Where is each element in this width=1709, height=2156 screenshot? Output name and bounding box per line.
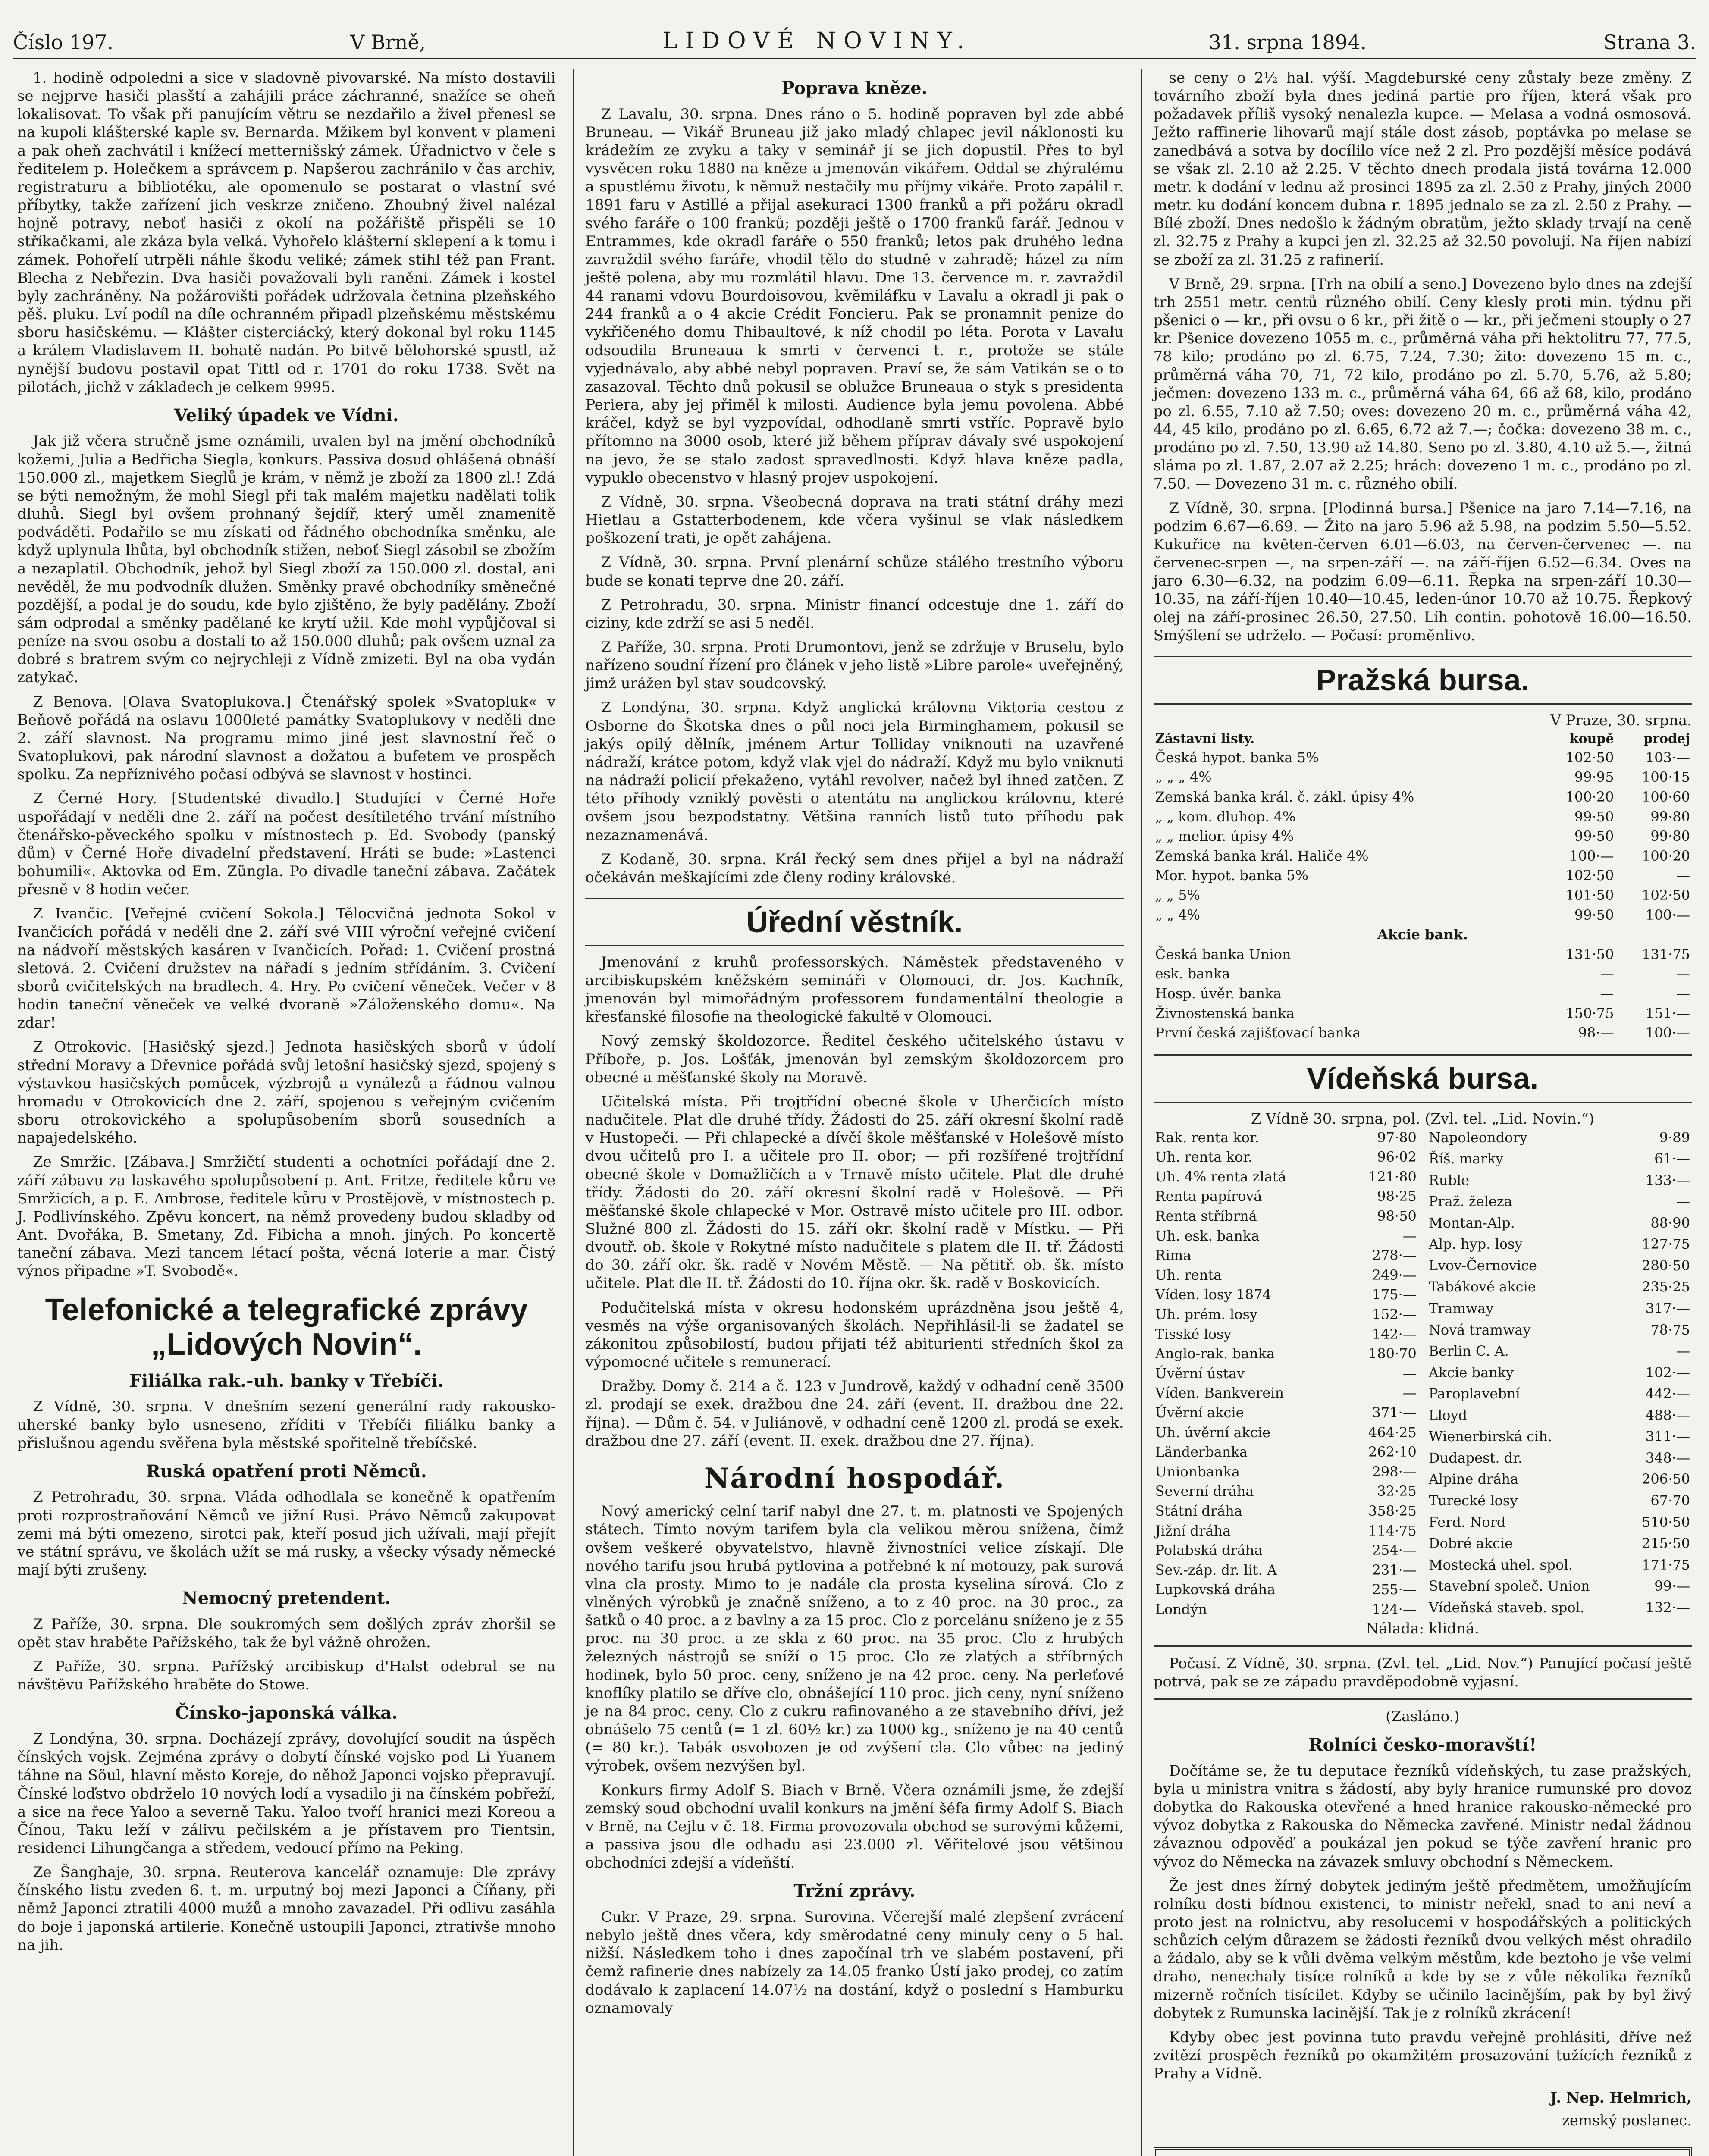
article-copenhagen: Z Kodaně, 30. srpna. Král řecký sem dnes přijel a byl na nádraží očekáván meškajícími zde členy rodiny královské. bbox=[585, 850, 1124, 886]
vienna-cell-name: Rak. renta kor. bbox=[1155, 1129, 1259, 1146]
vienna-cell-name: Úvěrní ústav bbox=[1155, 1365, 1245, 1382]
vienna-cell-val: 442·— bbox=[1645, 1385, 1690, 1402]
table-row bbox=[1154, 1206, 1418, 1226]
table-row bbox=[1154, 1344, 1418, 1364]
vienna-cell-val: 180·70 bbox=[1368, 1345, 1417, 1362]
article-benov: Z Benova. [Olava Svatoplukova.] Čtenářský spolek »Svatopluk« v Beňově pořádá na oslavu 1000leté památky Svatoplukovy v neděli dne 2. září slavnost. Na programu mimo jiné jest slavnostní řeč o Svatoplukovi, pak národní slavnost a dožatou a bufetem ve prospěch spolku. Za nepříznivého počasí odbývá se slavnost v hostinci. bbox=[17, 693, 556, 783]
tel-article-6: Ze Šanghaje, 30. srpna. Reuterova kancelář oznamuje: Dle zprávy čínského listu zveden 6. t. m. urputný boj mezi Japonci a Číňany, při němž Japonci ztratili 4000 mužů a mnoho zavazadel. Při odlivu zasáhla do boje i japonská artilerie. Konečně ustoupili Japonci, ztrativše mnoho na jih. bbox=[17, 1864, 556, 1954]
vienna-cell-name: Unionbanka bbox=[1155, 1463, 1240, 1480]
prague-share-cell-name: Hosp. úvěr. banka bbox=[1155, 985, 1282, 1002]
vienna-cell-name: Wienerbirská cih. bbox=[1428, 1428, 1552, 1445]
vienna-cell-name: Uh. esk. banka bbox=[1155, 1227, 1260, 1244]
table-row bbox=[1427, 1363, 1692, 1385]
gazette-3: Učitelská místa. Při trojtřídní obecné škole v Uherčicích místo nadučitele. Plat dle druhé třídy. Žádosti do 25. září okresní školní radě v Hustopeči. — Při chlapecké a dívčí škole měšťanské v Holešově místo dvou učitelů pro I. a učitele pro II. obor; — při rozšířené trojtřídní obecné škole v Domažličích a v Trnavě místo učitele. Plat dle druhé třídy. Žádosti do 20. září okresní školní radě v Holešově. — Při měšťanské škole chlapecké v Mor. Ostravě místo učitele pro III. odbor. Služné 800 zl. Žádosti do 15. září okr. školní radě v Místku. — Při dvoutř. ob. škole v Rokytné místo nadučitele s platem dle II. tř. Žádosti do 30. září okr. šk. radě v Novém Městě. — Na pětitř. ob. šk. místo učitele. Plat dle II. tř. Žádosti do 10. října okr. šk. radě v Boskovicích. bbox=[585, 1093, 1124, 1292]
market-report-1: Cukr. V Praze, 29. srpna. Surovina. Včerejší malé zlepšení zvrácení nebylo ještě dnes včera, kdy směrodatné ceny minuly ceny o 5 hal. nižší. Následkem toho i dnes započínal trh ve slabém postavení, při čemž rafinerie dnes nabízely za 14.05 franko Ústí jako prodej, co zatím dodávalo k zaplacení 14.07½ na dostání, když o poslední s Hamburku oznamovaly bbox=[585, 1908, 1124, 2017]
vienna-table-left bbox=[1154, 1128, 1418, 1620]
table-row bbox=[1427, 1513, 1692, 1534]
vienna-cell-val: 102·— bbox=[1645, 1364, 1690, 1381]
table-row bbox=[1154, 768, 1692, 787]
vienna-cell-name: Úvěrní akcie bbox=[1155, 1404, 1244, 1421]
farmers-p1: Dočítáme se, že tu deputace řezníků vídeňských, tu zase pražských, byla u ministra vnitra s žádostí, aby byly hranice rumunské pro dovoz dobytka do Rakouska otevřené a hned hranice rakousko-německé pro vývoz dobytka z Rakouska do Německa zavřené. Ministr nedal žádnou závaznou odpověď a poukázal jen pokud se týče zavření hranic pro vývoz do Německa na závazek smluvy obchodní s Německem. bbox=[1153, 1762, 1692, 1871]
prague-cell-sell: 100·20 bbox=[1642, 847, 1690, 864]
vienna-cell-val: 121·80 bbox=[1368, 1168, 1417, 1185]
prague-cell-buy: 99·50 bbox=[1574, 906, 1614, 923]
vienna-cell-name: Uh. renta kor. bbox=[1155, 1149, 1253, 1166]
gazette-4: Podučitelská místa v okresu hodonském uprázdněna jsou ještě 4, vesměs na výše organisovaných školách. Nepřihlásil-li se žadatel se zákonitou způsobilostí, budou přijati též abiturienti středních škol za výpomocné učitele s remunerací. bbox=[585, 1299, 1124, 1371]
vienna-cell-val: 348·— bbox=[1645, 1449, 1690, 1466]
table-row bbox=[1154, 964, 1692, 984]
gazette-1: Jmenování z kruhů professorských. Náměstek představeného v arcibiskupském kněžském semináři v Olomouci, dr. Jos. Kachník, jmenován byl mimořádným professorem fundamentální theologie a křesťanské filosofie na theologické fakultě v Olomouci. bbox=[585, 953, 1124, 1026]
vienna-cell-val: 249·— bbox=[1372, 1266, 1417, 1283]
table-row bbox=[1427, 1213, 1692, 1235]
gazette-2: Nový zemský školdozorce. Ředitel českého učitelského ústavu v Příboře, p. Jos. Lošťák, jmenován byl zemským školdozorcem pro obecné a měšťanské školy na Moravě. bbox=[585, 1032, 1124, 1086]
vienna-cell-val: 278·— bbox=[1372, 1247, 1417, 1264]
vienna-cell-val: 78·75 bbox=[1650, 1321, 1690, 1338]
prague-cell-name: „ „ 4% bbox=[1155, 906, 1200, 923]
prague-share-cell-name: Živnostenská banka bbox=[1155, 1005, 1295, 1022]
prague-cell-name: „ „ „ 4% bbox=[1155, 769, 1212, 786]
vienna-cell-val: 255·— bbox=[1372, 1581, 1417, 1598]
vienna-cell-val: — bbox=[1676, 1193, 1690, 1210]
newspaper-page bbox=[13, 13, 1696, 2156]
prague-cell-name: „ „ melior. úpisy 4% bbox=[1155, 828, 1294, 845]
table-row bbox=[1154, 906, 1692, 925]
vienna-cell-val: 280·50 bbox=[1642, 1257, 1690, 1274]
vienna-tables bbox=[1154, 1128, 1692, 1620]
vienna-cell-name: Polabská dráha bbox=[1155, 1542, 1263, 1559]
vienna-cell-val: — bbox=[1402, 1385, 1417, 1401]
vienna-cell-name: Uh. 4% renta zlatá bbox=[1155, 1168, 1286, 1185]
vienna-cell-name: Severní dráha bbox=[1155, 1483, 1254, 1500]
table-row bbox=[1154, 1128, 1418, 1148]
vienna-cell-name: Dobré akcie bbox=[1428, 1535, 1513, 1552]
table-row bbox=[1427, 1128, 1692, 1150]
prague-cell-buy: 99·50 bbox=[1574, 808, 1614, 825]
table-row bbox=[1427, 1534, 1692, 1555]
vienna-cell-name: Renta stříbrná bbox=[1155, 1208, 1257, 1225]
vienna-cell-val: 175·— bbox=[1372, 1286, 1417, 1303]
issue-date: 31. srpna 1894. bbox=[1208, 31, 1367, 54]
vienna-cell-name: Ferd. Nord bbox=[1428, 1514, 1506, 1530]
vienna-cell-val: 61·— bbox=[1654, 1150, 1690, 1167]
prague-cell-buy: 100·— bbox=[1569, 847, 1614, 864]
vienna-cell-name: Víden. Bankverein bbox=[1155, 1385, 1284, 1401]
vienna-cell-name: Tisské losy bbox=[1155, 1326, 1232, 1342]
prague-cell-name: Mor. hypot. banka 5% bbox=[1155, 867, 1309, 884]
prague-cell-buy: 102·50 bbox=[1565, 749, 1614, 766]
table-row bbox=[1154, 827, 1692, 846]
vienna-cell-name: Mostecká uhel. spol. bbox=[1428, 1556, 1573, 1573]
vienna-cell-val: 206·50 bbox=[1642, 1471, 1690, 1488]
economy-2: Konkurs firmy Adolf S. Biach v Brně. Včera oznámili jsme, že zdejší zemský soud obchodní uvalil konkurs na jmění šéfa firmy Adolf S. Biach v Brně, na Cejlu v č. 18. Firma provozovala obchod se surovými kůžemi, a passiva jsou dle odhadu asi 23.000 zl. Věřitelové jsou většinou obchodníci zdejší a vídeňští. bbox=[585, 1781, 1124, 1872]
table-row bbox=[1427, 1406, 1692, 1427]
table-row bbox=[1427, 1491, 1692, 1513]
vienna-cell-name: Berlin C. A. bbox=[1428, 1343, 1509, 1360]
table-row bbox=[1154, 807, 1692, 827]
table-row bbox=[1154, 945, 1692, 965]
prague-share-cell-name: První česká zajišťovací banka bbox=[1155, 1025, 1361, 1041]
vienna-cell-val: 371·— bbox=[1372, 1404, 1417, 1421]
vienna-cell-val: 317·— bbox=[1645, 1300, 1690, 1317]
vienna-cell-val: — bbox=[1676, 1343, 1690, 1360]
table-row bbox=[1154, 1023, 1692, 1043]
vienna-cell-val: 254·— bbox=[1372, 1542, 1417, 1559]
prague-share-cell-sell: 100·— bbox=[1645, 1025, 1690, 1041]
prague-cell-sell: — bbox=[1676, 867, 1690, 884]
column-3 bbox=[1141, 69, 1696, 2156]
bank-shares-header: Akcie bank. bbox=[1377, 926, 1468, 943]
vienna-cell-name: Uh. prém. losy bbox=[1155, 1306, 1257, 1322]
buy-header: koupě bbox=[1569, 731, 1614, 746]
prague-cell-name: Zemská banka král. Haliče 4% bbox=[1155, 847, 1369, 864]
divider bbox=[1154, 1645, 1692, 1647]
article-execution: Z Lavalu, 30. srpna. Dnes ráno o 5. hodině popraven byl zde abbé Bruneau. — Vikář Bruneau již jako mladý chlapec jevil náklonosti ku krádežím ze zvyku a taky v seminář jí se jich dopustil. Přes to byl vysvěcen roku 1880 na kněze a jmenován vikářem. Oddal se zhýralému a spustlému životu, k němuž nestačily mu příjmy vikáře. Proto zapálil r. 1891 faru v Astillé a přijal asekuraci 1300 franků a při požáru okradl svého faráře o 100 franků; později ještě o 1700 franků farář. Jednou v Entrammes, kde okradl faráře o 550 franků; letos pak druhého ledna zavraždil svého faráře, vhodil tělo do studně v zahradě; házel za ním ještě polena, aby mu rozmlátil hlavu. Dne 13. července m. r. zavraždil 44 ranami vdovu Bourdoisovou, kvěmiláfku v Lavalu a okradl ji pak o 244 franků a o 4 akcie Crédit Foncieru. Pak se pronamnit penize do vykřičeného domu Thibaultové, k níž chodil po léta. Porota v Lavalu odsoudila Bruneaua k smrti v červenci t. r., protože se stále vyjednávalo, aby abbé nebyl popraven. Praví se, že sám Vatikán se o to zasazoval. Těchto dnů pokusil se oblužce Bruneaua o styk s presidenta Periera, aby jej přiměl k milosti. Audience byla jemu povolena. Abbé kráčel, když se byl vyzpovídal, odhodlaně smrti vstříc. Popravě bylo přítomno na 3000 osob, které již během příprav dávaly své uspokojení na jevo, že se stalo zadost spravedlnosti. Když hlava kněze padla, vypuklo obecenstvo v hlasný projev uspokojení. bbox=[585, 105, 1124, 486]
prague-cell-name: „ „ 5% bbox=[1155, 887, 1200, 903]
prague-share-cell-name: esk. banka bbox=[1155, 965, 1230, 982]
market-mood: Nálada: klidná. bbox=[1366, 1620, 1480, 1637]
tel-article-3: Z Paříže, 30. srpna. Dle soukromých sem došlých zpráv zhoršil se opět stav hraběte Pařížského, tak že byl vážně ohrožen. bbox=[17, 1615, 556, 1651]
market-brno: V Brně, 29. srpna. [Trh na obilí a seno.] Dovezeno bylo dnes na zdejší trh 2551 metr. centů různého obilí. Ceny klesly proti min. týdnu při pšenici o — kr., při ovsu o 6 kr., při žitě o — kr., při ječmeni stouply o 27 kr. Pšenice dovezeno 1055 m. c., průměrná váha při hektolitru 77, 77.5, 78 kilo; prodáno po zl. 6.75, 7.24, 7.30; žito: dovezeno 15 m. c., průměrná váha 70, 71, 72 kilo, prodáno po zl. 5.70, 5.76, až 5.80; ječmen: dovezeno 133 m. c., průměrná váha 64, 66 až 68, kilo, prodáno po zl. 6.55, 7.10 až 7.50; oves: dovezeno 20 m. c., průměrná váha 42, 44, 45 kilo, prodáno po zl. 6.65, 6.72 až 7.—; čočka: dovezeno 38 m. c., prodáno po zl. 7.50, 13.90 až 14.80. Seno po zl. 3.80, 4.10 až 5.—, žitná sláma po zl. 1.87, 2.07 až 2.25; hrách: dovezeno 1 m. c., prodáno po zl. 7.50. — Dovezeno 31 m. c. různého obilí. bbox=[1153, 275, 1692, 493]
vienna-cell-val: 98·25 bbox=[1377, 1188, 1417, 1205]
vienna-cell-name: Lloyd bbox=[1428, 1407, 1468, 1423]
vienna-cell-name: Ruble bbox=[1428, 1172, 1470, 1188]
tel-sub-3: Nemocný pretendent. bbox=[182, 1588, 391, 1609]
vienna-cell-val: 9·89 bbox=[1659, 1129, 1690, 1146]
sell-header: prodej bbox=[1643, 731, 1690, 746]
table-row bbox=[1154, 1187, 1418, 1206]
vienna-cell-val: 231·— bbox=[1372, 1561, 1417, 1578]
table-row bbox=[1427, 1555, 1692, 1577]
table-row bbox=[1154, 1383, 1418, 1403]
table-row bbox=[1427, 1598, 1692, 1620]
farmers-p3: Kdyby obec jest povinna tuto pravdu veřejně prohlásiti, dříve než zvítězí prospěch řezníků po okamžitém prosazování tužících řezníků z Prahy a Vídně. bbox=[1153, 2028, 1692, 2083]
vienna-cell-name: Lupkovská dráha bbox=[1155, 1581, 1276, 1598]
table-row bbox=[1154, 1147, 1418, 1167]
vienna-cell-name: Uh. renta bbox=[1155, 1266, 1222, 1283]
column-1 bbox=[13, 69, 560, 2156]
table-row bbox=[1427, 1470, 1692, 1491]
issue-number: Číslo 197. bbox=[13, 31, 113, 54]
table-row bbox=[1427, 1149, 1692, 1171]
table-row bbox=[1154, 787, 1692, 807]
table-row bbox=[1154, 1423, 1418, 1443]
vienna-cell-name: Jižní dráha bbox=[1155, 1522, 1231, 1539]
prague-share-cell-buy: — bbox=[1600, 985, 1614, 1002]
farmers-p2: Že jest dnes žírný dobytek jediným ještě předmětem, umožňujícím rolníku dosti bídnou existenci, to ministr neřekl, snad to ani neví a proto jest na rolnictvu, aby resolucemi v hospodářských a politických schůzích celým důrazem se žádosti řezníků dvou velkých měst ohradilo a žádalo, aby se k vůli dvěma velkým městům, kde beztoho je vše velmi draho, nenechaly tisíce rolníků a kde by se z vůle několika řezníků mizerně ročních tisícilet. Kdyby se učinilo lacinějším, pak by byl živý dobytek z Rumunska lacinější. Tak je z rolníků zkrácení! bbox=[1153, 1877, 1692, 2022]
official-gazette-title: Úřední věstník. bbox=[585, 898, 1123, 946]
prague-table bbox=[1154, 730, 1692, 1043]
prague-exchange-date: V Praze, 30. srpna. bbox=[1550, 711, 1692, 729]
article-paris: Z Paříže, 30. srpna. Proti Drumontovi, jenž se zdržuje v Bruselu, bylo nařízeno soudní řízení pro článek v jeho listě »Libre parole« uveřejněný, jimž urážen byl stav soudcovský. bbox=[585, 638, 1124, 693]
vienna-cell-name: Londýn bbox=[1155, 1601, 1207, 1617]
prague-cell-sell: 100·15 bbox=[1642, 769, 1690, 786]
vienna-cell-name: Praž. železa bbox=[1428, 1193, 1512, 1210]
tel-article-1: Z Vídně, 30. srpna. V dnešním sezení generální rady rakousko-uherské banky bylo usneseno, zříditi v Třebíči filiálku banky a přislušnou agendu svěřena byla městské spořitelně třebíčské. bbox=[17, 1398, 556, 1452]
prague-share-cell-sell: — bbox=[1676, 985, 1690, 1002]
prague-cell-sell: 103·— bbox=[1645, 749, 1690, 766]
signature-title: zemský poslanec. bbox=[1562, 2112, 1692, 2129]
vienna-cell-val: 124·— bbox=[1372, 1601, 1417, 1617]
table-row bbox=[1427, 1341, 1692, 1363]
vienna-exchange-date: Z Vídně 30. srpna, pol. (Zvl. tel. „Lid. Novin.“) bbox=[1251, 1110, 1594, 1128]
heading-execution: Poprava kněze. bbox=[781, 78, 928, 98]
advertisement bbox=[1154, 2147, 1692, 2156]
vienna-cell-val: 464·25 bbox=[1368, 1424, 1417, 1441]
table-row bbox=[1154, 1325, 1418, 1344]
table-row bbox=[1154, 1403, 1418, 1423]
table-row bbox=[1427, 1192, 1692, 1213]
tel-article-2: Z Petrohradu, 30. srpna. Vláda odhodlala se konečně k opatřením proti rozprostraňování Němců ve jižní Rusi. Právo Němců zakupovat zemi má býti omezeno, sirotci pak, kteří posud jich užívali, mají přejít ve státní správu, ve školách užít se má rusky, a všecky výsady německé mají býti zrušeny. bbox=[17, 1489, 556, 1579]
vienna-cell-val: 97·80 bbox=[1377, 1129, 1417, 1146]
vienna-cell-name: Nová tramway bbox=[1428, 1321, 1531, 1338]
prague-cell-buy: 102·50 bbox=[1565, 867, 1614, 884]
table-row bbox=[1427, 1277, 1692, 1299]
table-row bbox=[1154, 1482, 1418, 1501]
vienna-cell-name: Tramway bbox=[1428, 1300, 1494, 1317]
table-row bbox=[1427, 1576, 1692, 1598]
vienna-cell-val: 298·— bbox=[1372, 1463, 1417, 1480]
economy-title: Národní hospodář. bbox=[704, 1462, 1005, 1495]
gazette-5: Dražby. Domy č. 214 a č. 123 v Jundrově, každý v odhadní ceně 3500 zl. prodají se exek. dražbou dne 24. září (event. II. dražbou dne 22. října). — Dům č. 54. v Juliánově, v odhadní ceně 1200 zl. prodá se exek. dražbou dne 27. září (event. II. exek. dražbou dne 27. října). bbox=[585, 1378, 1124, 1450]
vienna-cell-val: 358·25 bbox=[1368, 1502, 1417, 1519]
vienna-cell-val: 98·50 bbox=[1377, 1208, 1417, 1225]
prague-cell-buy: 101·50 bbox=[1565, 887, 1614, 903]
table-row bbox=[1154, 1462, 1418, 1482]
prague-share-cell-buy: 131·50 bbox=[1565, 946, 1614, 962]
table-row bbox=[1154, 1580, 1418, 1600]
vienna-cell-val: 488·— bbox=[1645, 1407, 1690, 1423]
table-row bbox=[1154, 1246, 1418, 1266]
article-cerna-hora: Z Černé Hory. [Studentské divadlo.] Studující v Černé Hoře uspořádají v neděli dne 2. září na počest desítiletého trvání místního čtenářsko-pěveckého spolku v místnostech p. Ed. Svobody (panský dům) v Černé Hoře divadelní představení. Hráti se bude: »Lastenci bohumili«. Aktovka od Em. Züngla. Po divadle taneční zábava. Začátek přesně v 8 hodin večer. bbox=[17, 790, 556, 899]
table-row bbox=[1154, 886, 1692, 906]
article-smrzice: Ze Smržic. [Zábava.] Smržičtí studenti a ochotníci pořádají dne 2. září zábavu za laskavého spolupůsobení p. Ant. Fritze, ředitele kůru ve Smržicích, a p. E. Ambrose, ředitele kůru v Prostějově, v místnostech p. J. Podlivínského. Zpěvu koncert, na němž provedeny budou skladby od Ant. Dvořáka, B. Smetany, Zd. Fibicha a mnoh. jiných. Po koncertě taneční zábava. Mezi tancem létací pošta, věcná loterie a mar. Čistý výnos připadne »T. Svobodě«. bbox=[17, 1153, 556, 1280]
columns bbox=[13, 69, 1696, 2156]
vienna-cell-val: 114·75 bbox=[1368, 1522, 1417, 1539]
table-row bbox=[1154, 846, 1692, 866]
prague-share-cell-sell: 151·— bbox=[1645, 1005, 1690, 1022]
table-row bbox=[1154, 1442, 1418, 1462]
vienna-cell-val: — bbox=[1402, 1227, 1417, 1244]
table-row bbox=[1154, 1305, 1418, 1325]
prague-table-header: Zástavní listy. bbox=[1155, 731, 1255, 746]
table-row bbox=[1427, 1384, 1692, 1406]
article-fire: 1. hodině odpoledni a sice v sladovně pivovarské. Na místo dostavili se nejprve hasiči plasští a zahájili práce záchranné, snažíce se oheň lokalisovat. To však při panujícím větru se nezdařilo a živel přenesl se na kupoli klášterské kaple sv. Bernarda. Mžikem byl konvent v plameni a pak oheň zachvátil i knížecí metternišský zámek. Úřadnictvo v čele s ředitelem p. Holečkem a správcem p. Napšerou zachránilo v čas archiv, registraturu a bibliotéku, ale opomenulo se postarat o vlastní své příbytky, takže zařízení jich veskrze zničeno. Zhoubný živel nalézal hojně potravy, neboť hasiči z okolí na požářiště přispěli se 10 stříkačkami, ale zkáza byla velká. Vyhořelo klášterní sklepení a k tomu i zámek. Pohořelí utrpěli náhle škodu veliké; zámek stihl též pan Frant. Blecha z Nebřezin. Dva hasiči považovali byli raněni. Zámek i kostel byly zachráněny. Na požárovišti pořádek udržovala četnina plzeňského pěš. pluku. Lví podíl na díle ochranném připadl plzeňskému městskému sboru hasičskému. — Klášter cisterciácký, který dokonal byl roku 1145 a králem Vladislavem II. bohatě nadán. Po bitvě bělohorské spustl, až nynější budovu postavil opat Tittl od r. 1701 do roku 1738. Svět na pilotách, jichž v základech je celkem 9995. bbox=[17, 69, 556, 396]
article-vienna-rail: Z Vídně, 30. srpna. Všeobecná doprava na trati státní dráhy mezi Hietlau a Gstatterbodenem, kde včera vyšinul se vlak následkem poškození trati, je opět zahájena. bbox=[585, 493, 1124, 547]
table-row bbox=[1154, 748, 1692, 768]
prague-share-cell-name: Česká banka Union bbox=[1155, 946, 1291, 962]
prague-share-cell-sell: — bbox=[1676, 965, 1690, 982]
vienna-cell-val: 171·75 bbox=[1642, 1556, 1690, 1573]
table-row bbox=[1154, 1285, 1418, 1305]
market-continued: se ceny o 2½ hal. výší. Magdeburské ceny zůstaly beze změny. Z továrního zboží byla dnes jediná partie pro říjen, která však pro požadavek příliš vysoký nenalezla kupce. — Melasa a vodná osmosová. Ježto raffinerie lihovarů mají stále dost zásob, poptávka po melase se zanedbává a sotva by docílilo více než 2 zl. Pro pozdější měsíce podává se však zl. 2.10 až 2.25. V těchto dnech prodala jistá továrna 12.000 metr. k dodání v lednu až prosinci 1895 za zl. 2.50 z Prahy, jiných 2000 metr. ku dodání koncem dubna r. 1895 jednalo se za zl. 2.50 z Prahy. — Bílé zboží. Dnes nedošlo k žádným obratům, ježto sklady trvají na ceně zl. 32.75 z Prahy a kupci jen zl. 32.25 až 32.50 povolují. Na říjen nabízí se zboží za zl. 31.25 z rafinerií. bbox=[1153, 69, 1692, 269]
prague-share-cell-sell: 131·75 bbox=[1642, 946, 1690, 962]
table-row bbox=[1427, 1320, 1692, 1342]
page-header bbox=[13, 13, 1696, 60]
prague-cell-sell: 100·60 bbox=[1642, 788, 1690, 805]
vienna-cell-val: — bbox=[1402, 1365, 1417, 1382]
prague-share-cell-buy: 98·— bbox=[1578, 1025, 1614, 1041]
vienna-cell-val: 510·50 bbox=[1642, 1514, 1690, 1530]
vienna-cell-val: 127·75 bbox=[1642, 1236, 1690, 1253]
vienna-cell-name: Sev.-záp. dr. lit. A bbox=[1155, 1561, 1277, 1578]
vienna-cell-name: Napoleondory bbox=[1428, 1129, 1527, 1146]
table-row bbox=[1427, 1235, 1692, 1256]
tel-sub-1: Filiálka rak.-uh. banky v Třebíči. bbox=[129, 1370, 444, 1391]
vienna-cell-name: Lvov-Černovice bbox=[1428, 1257, 1537, 1274]
vienna-exchange-title: Vídeňská bursa. bbox=[1154, 1054, 1692, 1103]
table-row bbox=[1427, 1256, 1692, 1278]
vienna-cell-name: Rima bbox=[1155, 1247, 1192, 1264]
vienna-cell-name: Víden. losy 1874 bbox=[1155, 1286, 1271, 1303]
vienna-cell-name: Říš. marky bbox=[1428, 1150, 1504, 1167]
article-ivancice: Z Ivančic. [Veřejné cvičení Sokola.] Tělocvičná jednota Sokol v Ivančicích pořádá v neděli dne 2. září své VIII výroční veřejné cvičení na nádvoří městských kasáren v Ivančicích. Pořad: 1. Cvičení prostná sletová. 2. Cvičení družstev na nářadí s jedním střídáním. 3. Cvičení sborů cvičitelských na bradlech. 4. Hry. Po cvičení věneček. Večer v 8 hodin taneční věneček ve velké dvoraně »Záloženského domu«. Na zdar! bbox=[17, 905, 556, 1032]
sent-in-label: (Zasláno.) bbox=[1386, 1708, 1460, 1725]
vienna-cell-val: 67·70 bbox=[1650, 1492, 1690, 1509]
table-row bbox=[1154, 1364, 1418, 1384]
vienna-cell-val: 32·25 bbox=[1377, 1483, 1417, 1500]
vienna-cell-val: 311·— bbox=[1645, 1428, 1690, 1445]
table-row bbox=[1154, 1521, 1418, 1541]
signature-name: J. Nep. Helmrich, bbox=[1550, 2089, 1692, 2107]
vienna-cell-name: Renta papírová bbox=[1155, 1188, 1262, 1205]
table-row bbox=[1154, 1561, 1418, 1580]
article-london: Z Londýna, 30. srpna. Když anglická královna Viktoria cestou z Osborne do Škotska dnes o půl noci jela Birminghamem, pokusil se jakýs opilý dělník, jménem Artur Tolliday vniknouti na uzavřené nádraží, krátce potom, když vlak vjel do nádraží. Když mu bylo vniknuti na nádraží policií překaženo, vytáhl revolver, načež byl ihned zatčen. Z této příhody vzniklý pověsti o atentátu na anglickou královnu, které ovšem jsou bezpodstatny. Většina ranních listů tuto příhodu pak nezaznamenává. bbox=[585, 699, 1124, 844]
vienna-cell-name: Stavební společ. Union bbox=[1428, 1578, 1590, 1595]
table-row bbox=[1154, 1266, 1418, 1285]
tel-sub-4: Čínsko-japonská válka. bbox=[175, 1703, 398, 1724]
vienna-cell-val: 235·25 bbox=[1642, 1279, 1690, 1295]
table-row bbox=[1154, 866, 1692, 886]
economy-1: Nový americký celní tarif nabyl dne 27. t. m. platnosti ve Spojených státech. Tímto novým tarifem byla cla velikou měrou snížena, čímž ovšem veškeré obyvatelstvo, hlavně živnostníci velice získají. Dle nového tarifu jsou hrubá pytlovina a potřebné k ní motouzy, pak surová vlna cla prosty. Mimo to je nadále cla prosta kyselina sírová. Clo z vlněných výrobků je značně sníženo, a to z 40 proc. na 30 proc., za šatků o 40 proc. a z bavlny a za 15 proc. Clo z porcelánu sníženo je z 55 proc. na 30 proc. a ze skla z 60 proc. na 35 proc. Clo z hrubých železných nástrojů se sníží o 15 proc. Clo ze zlatých a stříbrných hodinek, bylo 50 proc. ceny, sníženo je na 42 proc. ceny. Na perleťové knoflíky platilo se dříve clo, obnášející 110 proc. jich ceny, nyní sníženo je na 84 proc. ceny. Clo z cukru rafinovaného a ze stavebního dříví, jež obnášelo 75 centů (= 1 zl. 60½ kr.) za 1000 kg., sníženo je na 40 centů (= 80 kr.). Tabák osvobozen je od zvýšení cla. Clo vůbec na jediný výrobek, ovšem nezvýšen byl. bbox=[585, 1503, 1124, 1775]
farmers-title: Rolníci česko-moravští! bbox=[1308, 1735, 1537, 1755]
prague-cell-name: Zemská banka král. č. zákl. úpisy 4% bbox=[1155, 788, 1414, 805]
table-row bbox=[1427, 1171, 1692, 1192]
city: V Brně, bbox=[350, 31, 426, 54]
vienna-cell-val: 142·— bbox=[1372, 1326, 1417, 1342]
prague-cell-sell: 99·80 bbox=[1650, 828, 1690, 845]
vienna-cell-val: 152·— bbox=[1372, 1306, 1417, 1322]
tel-article-5: Z Londýna, 30. srpna. Docházejí zprávy, dovolující soudit na úspěch čínských vojsk. Zejména zprávy o dobytí čínské vojsko pod Li Yuanem táhne na Söul, hlavní město Koreje, do něhož Japonci vojsko přepravují. Čínské loďstvo obdrželo 10 nových lodí a vysadilo ji na čínském pobřeží, a sice na řece Yaloo a severně Taku. Yaloo tvoří hranici mezi Koreou a Čínou, Taku leží v zálivu pečilském a je přístavem pro Tientsin, residenci Lihungčanga a středem, vedoucí přímo na Peking. bbox=[17, 1730, 556, 1857]
table-row bbox=[1154, 1004, 1692, 1024]
prague-cell-buy: 100·20 bbox=[1565, 788, 1614, 805]
tel-article-4: Z Paříže, 30. srpna. Pařížský arcibiskup d'Halst odebral se na návštěvu Pařížského hraběte do Stowe. bbox=[17, 1658, 556, 1694]
vienna-cell-name: Uh. úvěrní akcie bbox=[1155, 1424, 1271, 1441]
page-number: Strana 3. bbox=[1603, 31, 1696, 54]
vienna-cell-val: 132·— bbox=[1645, 1599, 1690, 1616]
prague-cell-buy: 99·50 bbox=[1574, 828, 1614, 845]
vienna-table-right bbox=[1427, 1128, 1692, 1620]
vienna-cell-name: Alpine dráha bbox=[1428, 1471, 1519, 1488]
column-2 bbox=[573, 69, 1128, 2156]
tel-sub-2: Ruská opatření proti Němců. bbox=[146, 1461, 427, 1482]
vienna-cell-name: Montan-Alp. bbox=[1428, 1214, 1515, 1231]
vienna-cell-name: Tabákové akcie bbox=[1428, 1279, 1536, 1295]
table-row bbox=[1154, 1167, 1418, 1187]
prague-cell-name: Česká hypot. banka 5% bbox=[1155, 749, 1319, 766]
article-vienna-committee: Z Vídně, 30. srpna. První plenární schůze stálého trestního výboru bude se konati teprve dne 20. září. bbox=[585, 554, 1124, 589]
prague-cell-sell: 102·50 bbox=[1642, 887, 1690, 903]
market-reports-title: Tržní zprávy. bbox=[793, 1881, 916, 1902]
prague-share-cell-buy: — bbox=[1600, 965, 1614, 982]
table-row bbox=[1427, 1448, 1692, 1470]
divider bbox=[1154, 1698, 1692, 1700]
vienna-cell-val: 133·— bbox=[1645, 1172, 1690, 1188]
vienna-cell-name: Dudapest. dr. bbox=[1428, 1449, 1523, 1466]
vienna-cell-name: Akcie banky bbox=[1428, 1364, 1514, 1381]
prague-exchange-title: Pražská bursa. bbox=[1154, 656, 1692, 705]
vienna-cell-name: Paroplavební bbox=[1428, 1385, 1520, 1402]
prague-cell-buy: 99·95 bbox=[1574, 769, 1614, 786]
vienna-cell-name: Vídeňská staveb. spol. bbox=[1428, 1599, 1585, 1616]
vienna-cell-name: Länderbanka bbox=[1155, 1444, 1248, 1460]
vienna-cell-name: Turecké losy bbox=[1428, 1492, 1518, 1509]
table-row bbox=[1154, 1541, 1418, 1561]
article-otrokovice: Z Otrokovic. [Hasičský sjezd.] Jednota hasičských sborů v údolí střední Moravy a Dřevnice pořádá svůj letošní hasičský sjezd, spojený s výstavkou hasičských pomůcek, výzbrojů a vynálezů a řádnou valnou hromadu v Otrokovicích dne 2. září, spojenou s veřejným cvičením sboru otrokovického a spolupůsobením sborů sousedních a napajedelského. bbox=[17, 1038, 556, 1147]
table-row bbox=[1427, 1299, 1692, 1320]
vienna-cell-name: Státní dráha bbox=[1155, 1502, 1242, 1519]
vienna-cell-val: 99·— bbox=[1654, 1578, 1690, 1595]
article-bankruptcy: Jak již včera stručně jsme oznámili, uvalen byl na jmění obchodníků kožemi, Julia a Bedřicha Siegla, konkurs. Passiva dosud ohlášená obnáší 150.000 zl., majetkem Sieglů je krám, v němž je zboží za 1800 zl.! Zdá se býti nemožným, že mohl Siegl při tak malém majetku nadělati tolik dluhů. Siegl byl ovšem prohnaný šejdíř, který uměl znamenitě podváděti. Podařilo se mu získati od řádného obchodníka směnku, ale když uplynula lhůta, byl obchodník stižen, neboť Siegl zásobil se zbožím a nezaplatil. Obchodník, jehož byl Siegl zboží za 150.000 zl. dostal, ani nevěděl, že mu podvodník dlužen. Směnky pravé obchodníky směnečné pozdější, a podal je do soudu, kde bylo zjištěno, že byly padělány. Zboží sám odprodal a směnky padělané ke krytí užil. Kde mohl vypůjčoval si peníze na svou osobu a dostali to až 150.000 dluhů; pak ovšem uznal za dobré s bratrem svým co nejrychleji z Vídně zmizeti. Byl na oba vydán zatykač. bbox=[17, 432, 556, 686]
vienna-cell-val: 262·10 bbox=[1368, 1444, 1417, 1460]
vienna-cell-name: Anglo-rak. banka bbox=[1155, 1345, 1275, 1362]
table-row bbox=[1154, 1501, 1418, 1521]
prague-cell-sell: 100·— bbox=[1645, 906, 1690, 923]
vienna-cell-name: Alp. hyp. losy bbox=[1428, 1236, 1523, 1253]
table-row bbox=[1154, 1600, 1418, 1620]
vienna-cell-val: 215·50 bbox=[1642, 1535, 1690, 1552]
table-row bbox=[1427, 1427, 1692, 1448]
table-row bbox=[1154, 1226, 1418, 1246]
vienna-cell-val: 88·90 bbox=[1650, 1214, 1690, 1231]
market-vienna: Z Vídně, 30. srpna. [Plodinná bursa.] Pšenice na jaro 7.14—7.16, na podzim 6.67—6.69. — Žito na jaro 5.96 až 5.98, na podzim 5.50—5.52. Kukuřice na květen-červen 6.01—6.03, na červen-červenec —. na červenec-srpen —, na srpen-září —. na září-říjen 6.52—6.34. Oves na jaro 6.30—6.32, na podzim 6.09—6.11. Řepka na srpen-září 10.30—10.35, na září-říjen 10.40—10.45, leden-únor 10.70 až 10.75. Řepkový olej na září-prosinec 26.50, 27.50. Líh contin. pohotově 16.00—16.50. Smýšlení se udrželo. — Počasí: proměnlivo. bbox=[1153, 499, 1692, 644]
heading-bankruptcy: Veliký úpadek ve Vídni. bbox=[174, 405, 399, 426]
prague-cell-name: „ „ kom. dluhop. 4% bbox=[1155, 808, 1296, 825]
telegraph-title: Telefonické a telegrafické zprávy „Lidových Novin“. bbox=[45, 1293, 528, 1362]
article-petrograd: Z Petrohradu, 30. srpna. Ministr financí odcestuje dne 1. září do ciziny, kde zdrží se asi 5 neděl. bbox=[585, 596, 1124, 632]
table-row bbox=[1154, 984, 1692, 1004]
masthead: LIDOVÉ NOVINY. bbox=[662, 28, 972, 54]
weather: Počasí. Z Vídně, 30. srpna. (Zvl. tel. „Lid. Nov.“) Panující počasí ještě potrvá, pak se ze západu pravděpodobně vyjasní. bbox=[1153, 1655, 1692, 1690]
prague-share-cell-buy: 150·75 bbox=[1565, 1005, 1614, 1022]
vienna-cell-val: 96·02 bbox=[1377, 1149, 1417, 1166]
prague-cell-sell: 99·80 bbox=[1650, 808, 1690, 825]
